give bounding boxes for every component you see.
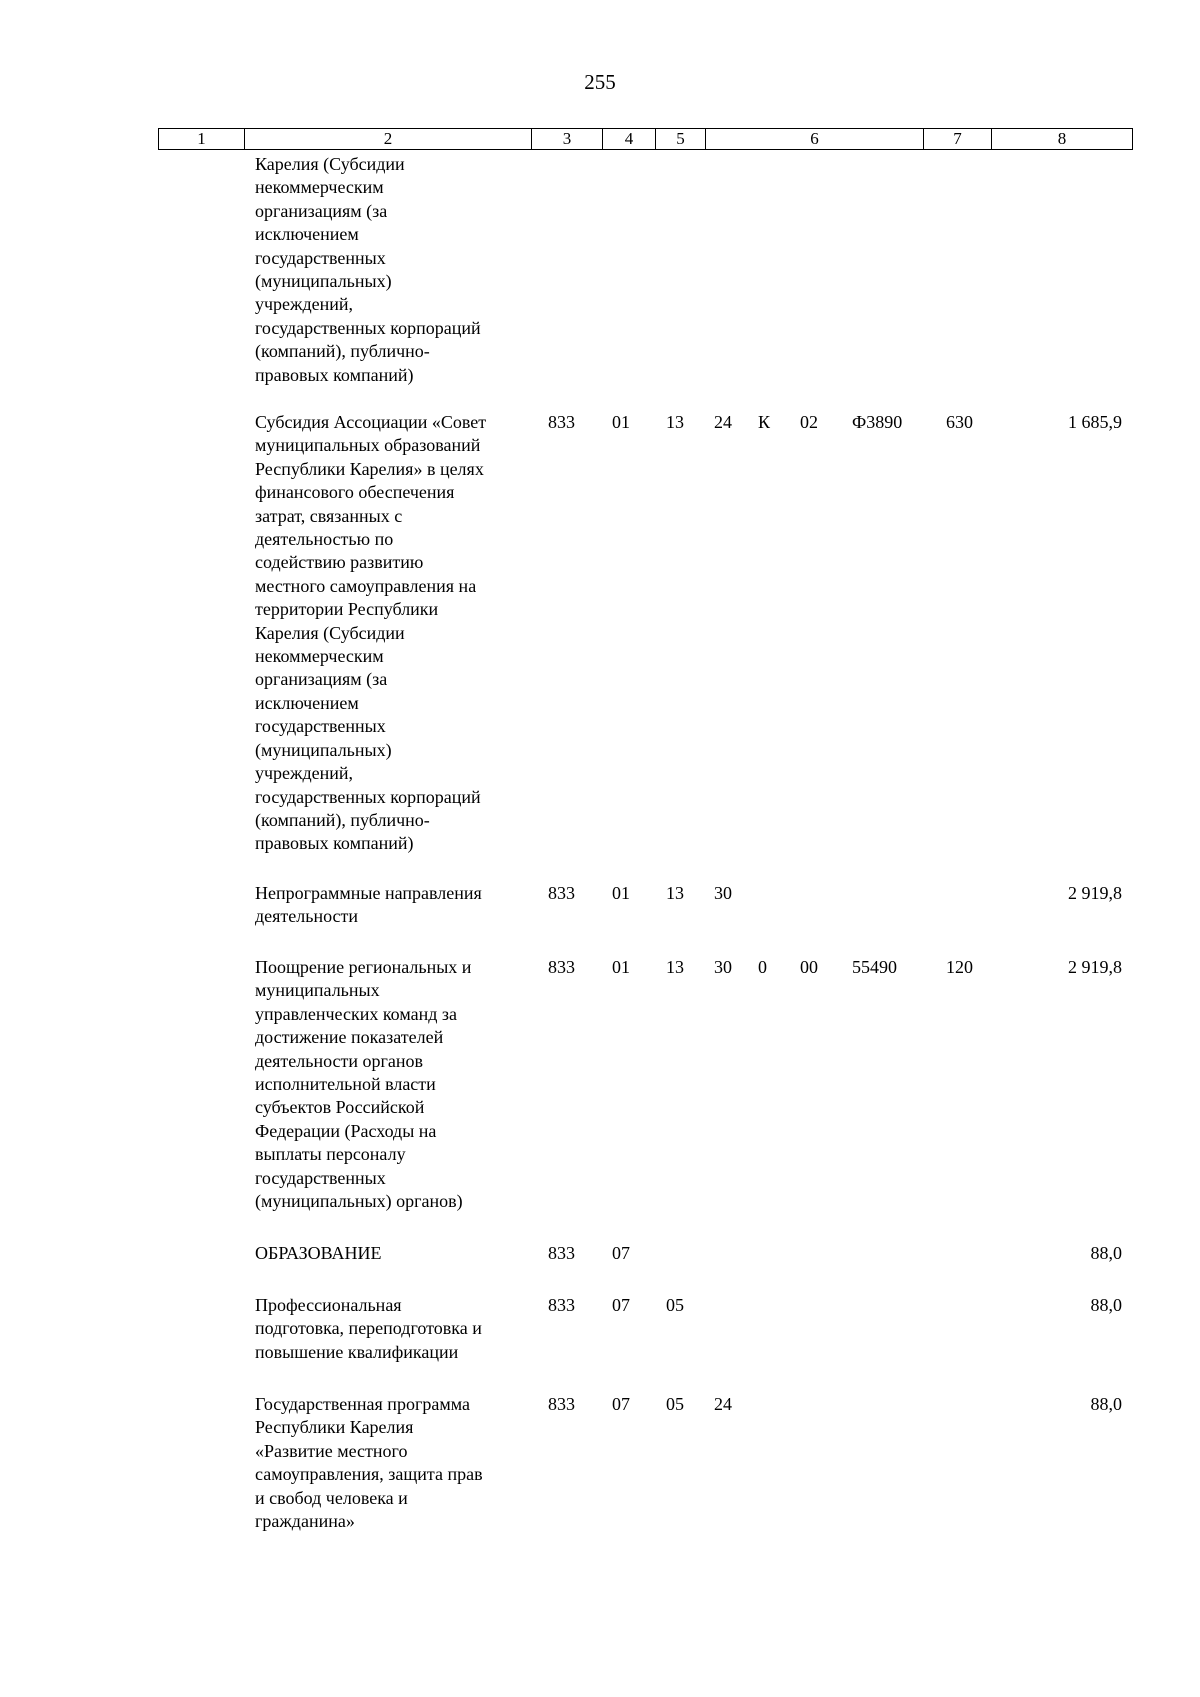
amount: 2 919,8 — [1068, 883, 1122, 903]
row-name: Субсидия Ассоциации «Совет муниципальных образований Республики Карелия» в целях финансового обеспечения затрат, связанных с деятельностью по содействию развитию местного самоуправления на территории Республики Карелия (Субсидии некоммерческим организациям (за исключением государственных (муниципальных) учреждений, государственных корпораций (компаний), публично- правовых компаний) — [255, 412, 487, 854]
section-code: 07 — [612, 1243, 630, 1263]
amount: 88,0 — [1090, 1295, 1122, 1315]
subsection-code: 13 — [666, 412, 684, 432]
admin-code: 833 — [548, 1243, 575, 1263]
column-header-3: 3 — [532, 129, 603, 149]
admin-code: 833 — [548, 883, 575, 903]
target-article-event: 00 — [800, 957, 818, 977]
section-code: 07 — [612, 1295, 630, 1315]
table-row — [0, 411, 1200, 882]
target-article-program: 30 — [714, 883, 732, 903]
column-header-4: 4 — [603, 129, 656, 149]
row-name: Профессиональная подготовка, переподготовка и повышение квалификации — [255, 1295, 482, 1362]
table-row — [0, 1393, 1200, 1538]
row-name: Непрограммные направления деятельности — [255, 883, 482, 927]
admin-code: 833 — [548, 1394, 575, 1414]
amount: 88,0 — [1090, 1394, 1122, 1414]
amount: 88,0 — [1090, 1243, 1122, 1263]
column-header-7: 7 — [924, 129, 992, 149]
admin-code: 833 — [548, 957, 575, 977]
admin-code: 833 — [548, 412, 575, 432]
section-code: 01 — [612, 883, 630, 903]
row-name: ОБРАЗОВАНИЕ — [255, 1243, 382, 1263]
row-name: Поощрение региональных и муниципальных управленческих команд за достижение показателей деятельности органов исполнительной власти субъектов Российской Федерации (Расходы на выплаты персоналу государственных (муниципальных) органов) — [255, 957, 472, 1212]
table-row — [0, 882, 1200, 956]
column-header-5: 5 — [656, 129, 706, 149]
section-code: 01 — [612, 412, 630, 432]
admin-code: 833 — [548, 1295, 575, 1315]
target-article-subprogram: К — [758, 412, 771, 432]
table-column-header — [158, 128, 1133, 150]
subsection-code: 05 — [666, 1295, 684, 1315]
expense-type-code: 630 — [946, 412, 973, 432]
subsection-code: 05 — [666, 1394, 684, 1414]
section-code: 01 — [612, 957, 630, 977]
table-body — [0, 153, 1200, 1538]
table-row — [0, 1242, 1200, 1294]
table-row — [0, 1294, 1200, 1393]
row-name: Карелия (Субсидии некоммерческим организациям (за исключением государственных (муниципальных) учреждений, государственных корпораций (компаний), публично- правовых компаний) — [255, 154, 481, 385]
section-code: 07 — [612, 1394, 630, 1414]
table-row — [0, 956, 1200, 1242]
subsection-code: 13 — [666, 957, 684, 977]
subsection-code: 13 — [666, 883, 684, 903]
target-article-program: 24 — [714, 412, 732, 432]
target-article-event: 02 — [800, 412, 818, 432]
column-header-8: 8 — [1057, 129, 1067, 148]
amount: 1 685,9 — [1068, 412, 1122, 432]
table-row — [0, 153, 1200, 411]
expense-type-code: 120 — [946, 957, 973, 977]
target-article-program: 30 — [714, 957, 732, 977]
amount: 2 919,8 — [1068, 957, 1122, 977]
row-name: Государственная программа Республики Карелия «Развитие местного самоуправления, защита прав и свобод человека и гражданина» — [255, 1394, 483, 1532]
target-article-direction: 55490 — [852, 957, 897, 977]
column-header-1: 1 — [159, 129, 245, 149]
target-article-subprogram: 0 — [758, 957, 767, 977]
column-header-2: 2 — [245, 129, 532, 149]
target-article-program: 24 — [714, 1394, 732, 1414]
page-number: 255 — [584, 70, 616, 94]
column-header-6: 6 — [706, 129, 924, 149]
target-article-direction: Ф3890 — [852, 412, 903, 432]
